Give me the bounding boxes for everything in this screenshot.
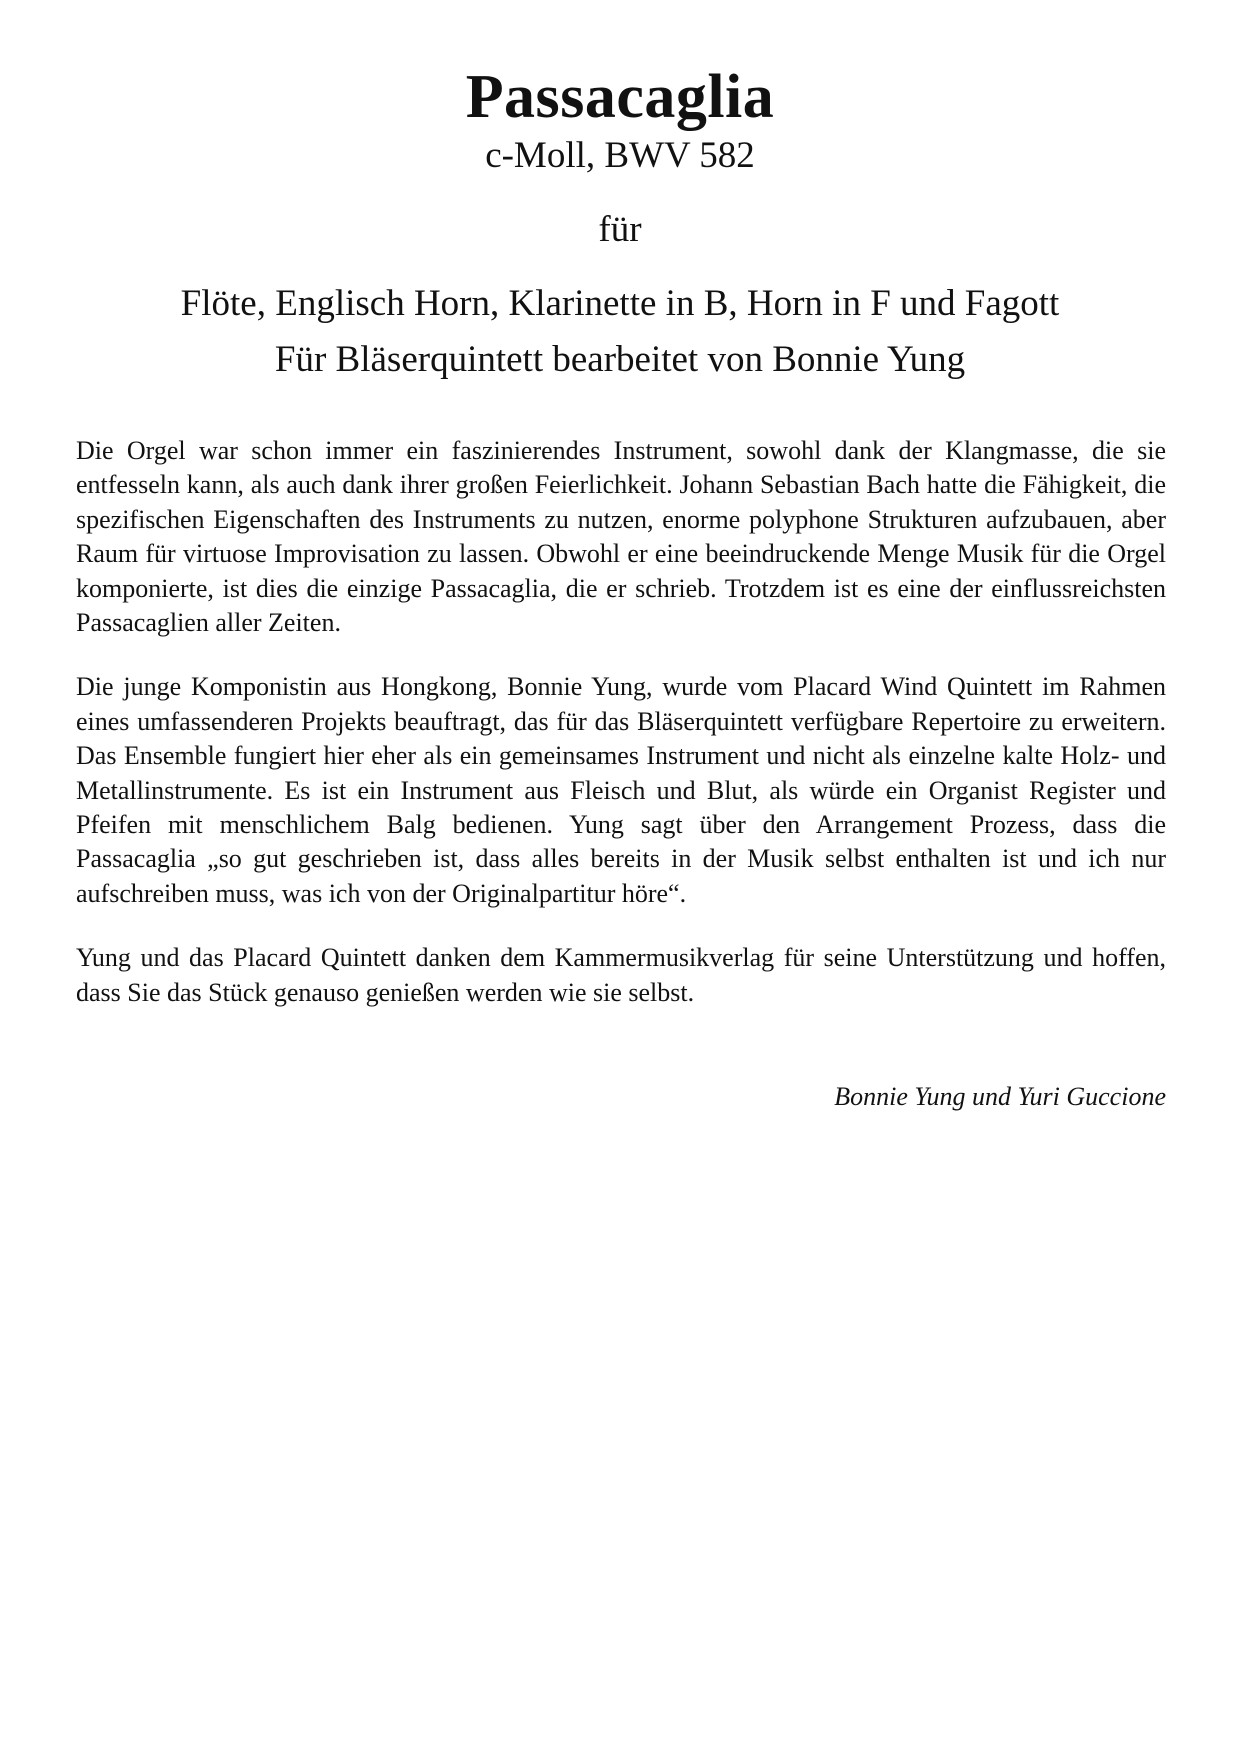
for-label: für	[598, 209, 642, 250]
paragraph-1: Die Orgel war schon immer ein faszinierendes Instrument, sowohl dank der Klangmasse, die sie entfesseln kann, als auch dank ihrer großen Feierlichkeit. Johann Sebastian Bach hatte die Fähigkeit, die spezifischen Eigenschaften des Instruments zu nutzen, enorme polyphone Strukturen aufzubauen, aber Raum für virtuose Improvisation zu lassen. Obwohl er eine beeindruckende Menge Musik für die Orgel komponierte, ist dies die einzige Passacaglia, die er schrieb. Trotzdem ist es eine der einflussreichsten Passacaglien aller Zeiten.	[76, 436, 1166, 638]
preface-text	[76, 434, 1166, 1040]
page-title: Passacaglia	[465, 63, 775, 131]
author-signature: Bonnie Yung und Yuri Guccione	[834, 1082, 1166, 1111]
paragraph-2: Die junge Komponistin aus Hongkong, Bonnie Yung, wurde vom Placard Wind Quintett im Rahmen eines umfassenderen Projekts beauftragt, das für das Bläserquintett verfügbare Repertoire zu erweitern. Das Ensemble fungiert hier eher als ein gemeinsames Instrument und nicht als einzelne kalte Holz- und Metallinstrumente. Es ist ein Instrument aus Fleisch und Blut, als würde ein Organist Register und Pfeifen mit menschlichem Balg bedienen. Yung sagt über den Arrangement Prozess, dass die Passacaglia „so gut geschrieben ist, dass alles bereits in der Musik selbst enthalten ist und ich nur aufschreiben muss, was ich von der Originalpartitur höre“.	[76, 672, 1166, 908]
instrumentation-line: Flöte, Englisch Horn, Klarinette in B, Horn in F und Fagott	[180, 283, 1060, 324]
arranger-credit: Für Bläserquintett bearbeitet von Bonnie Yung	[274, 339, 966, 380]
work-catalog-subtitle: c-Moll, BWV 582	[485, 135, 755, 176]
paragraph-3: Yung und das Placard Quintett danken dem Kammermusikverlag für seine Unterstützung und hoffen, dass Sie das Stück genauso genießen werden wie sie selbst.	[76, 943, 1166, 1007]
title-block	[0, 60, 1240, 382]
